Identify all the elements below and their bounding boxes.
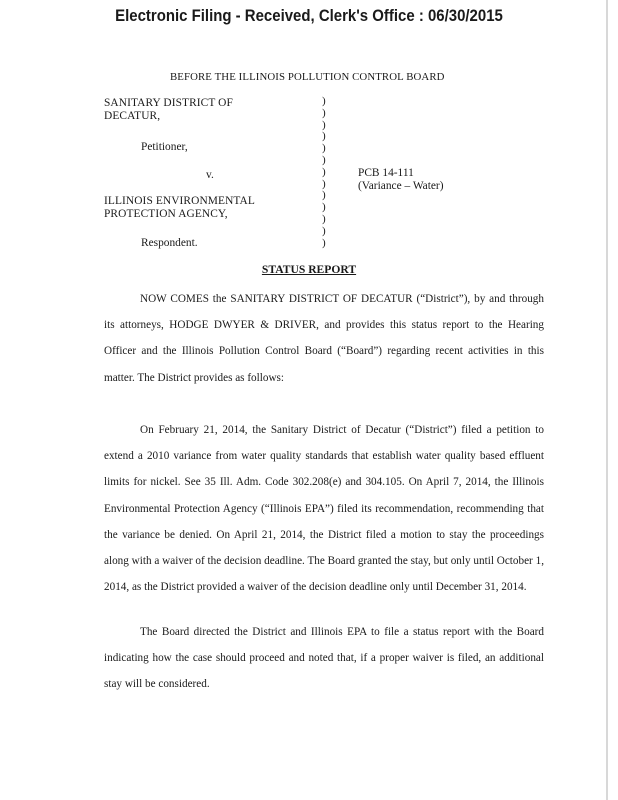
case-type: (Variance – Water) [358, 180, 444, 192]
filing-stamp: Electronic Filing - Received, Clerk's Office : 06/30/2015 [115, 6, 503, 25]
body-paragraph-1 [104, 286, 544, 391]
petitioner-name-line2: DECATUR, [104, 110, 161, 122]
respondent-role: Respondent. [141, 237, 198, 249]
page-edge-shadow [606, 0, 608, 800]
respondent-name-line1: ILLINOIS ENVIRONMENTAL [104, 195, 255, 207]
body-paragraph-2 [104, 417, 544, 600]
paragraph-text: NOW COMES the SANITARY DISTRICT OF DECATUR (“District”), by and through its attorneys, HODGE DWYER & DRIVER, and provides this status report to the Hearing Officer and the Illinois Pollution Control Board (“Board”) regarding recent activities in this matter. The District provides as follows: [104, 293, 544, 384]
paragraph-text: The Board directed the District and Illinois EPA to file a status report with the Board indicating how the case should proceed and noted that, if a proper waiver is filed, an additional stay will be considered. [104, 626, 544, 691]
petitioner-role: Petitioner, [141, 141, 188, 153]
court-heading: BEFORE THE ILLINOIS POLLUTION CONTROL BOARD [170, 71, 445, 83]
body-paragraph-3 [104, 619, 544, 698]
document-title: STATUS REPORT [261, 263, 357, 276]
paragraph-text: On February 21, 2014, the Sanitary District of Decatur (“District”) filed a petition to extend a 2010 variance from water quality standards that establish water quality based effluent limits for nickel. See 35 Ill. Adm. Code 302.208(e) and 304.105. On April 7, 2014, the Illinois Environmental Protection Agency (“Illinois EPA”) filed its recommendation, recommending that the variance be denied. On April 21, 2014, the District filed a motion to stay the proceedings along with a waiver of the decision deadline. The Board granted the stay, but only until October 1, 2014, as the District provided a waiver of the decision deadline only until December 31, 2014. [104, 424, 544, 594]
petitioner-name-line1: SANITARY DISTRICT OF [104, 97, 233, 109]
case-number: PCB 14-111 [358, 167, 414, 179]
versus: v. [206, 169, 214, 181]
caption-parentheses: ) ) ) ) ) ) ) ) ) ) ) ) ) [322, 95, 326, 249]
respondent-name-line2: PROTECTION AGENCY, [104, 208, 228, 220]
